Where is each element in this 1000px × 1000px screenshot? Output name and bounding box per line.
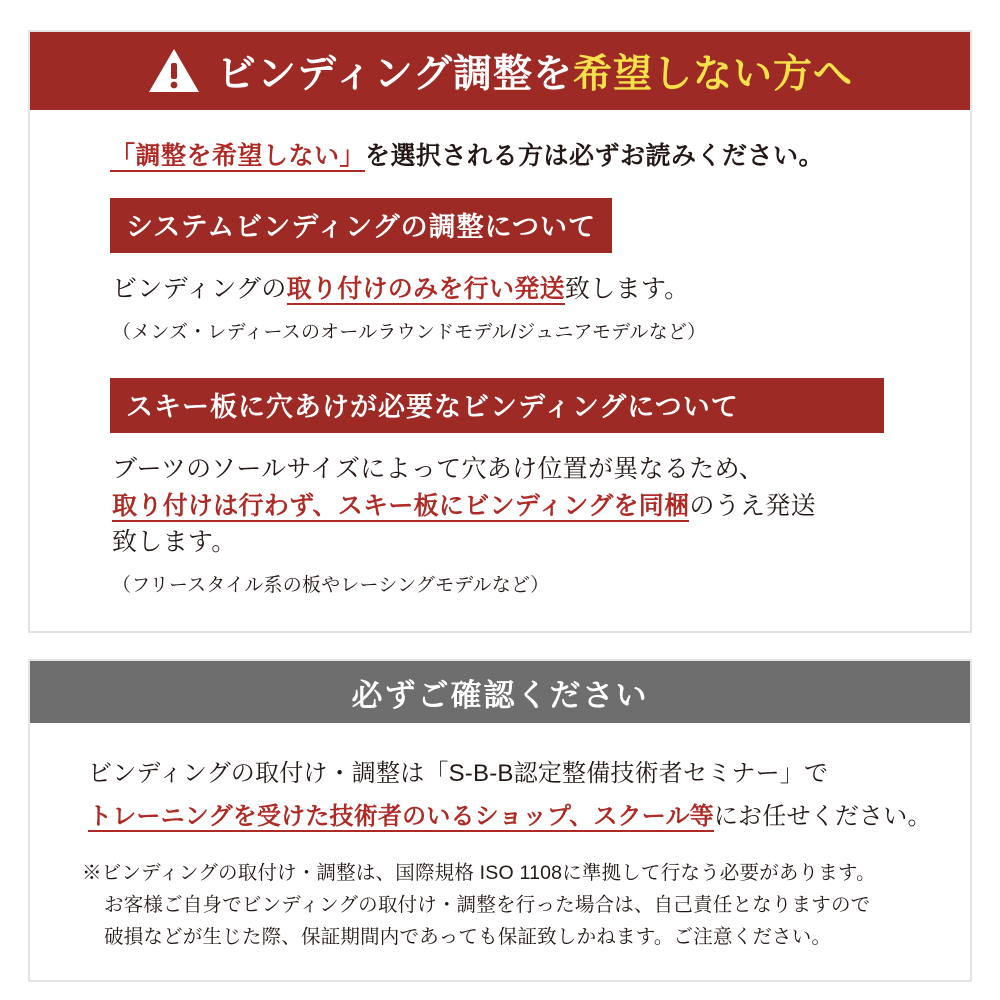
block2-note: （フリースタイル系の板やレーシングモデルなど）	[112, 575, 550, 596]
block1-body-emphasis: 取り付けのみを行い発送	[286, 275, 565, 303]
section1-lead-rest: を選択される方は必ずお読みください。	[365, 142, 825, 170]
block2-body-line1: ブーツのソールサイズによって穴あけ位置が異なるため、	[112, 455, 765, 484]
section2-header-title: 必ずご確認ください	[351, 677, 649, 713]
binding-no-adjust-card	[28, 30, 972, 633]
section2-line2	[88, 796, 936, 831]
block2-title: スキー板に穴あけが必要なビンディングについて	[110, 378, 884, 433]
section2-note-3: 破損などが生じた際、保証期間内であっても保証致しかねます。ご注意ください。	[104, 926, 832, 949]
block2-body-line3: 致します。	[112, 527, 237, 556]
block-spacer	[60, 344, 940, 378]
block2-body-line2-post: のうえ発送	[689, 491, 816, 520]
block2-body	[112, 451, 940, 560]
section1-lead-emphasis: 「調整を希望しない」	[110, 142, 366, 170]
block1-title: システムビンディングの調整について	[110, 198, 612, 253]
block1-note: （メンズ・レディースのオールラウンドモデル/ジュニアモデルなど）	[112, 322, 707, 344]
section2-notes	[82, 857, 936, 954]
section1-body	[30, 110, 970, 631]
section1-lead	[110, 136, 940, 172]
confirmation-card	[28, 659, 972, 982]
section2-note-1: ※ビンディングの取付け・調整は、国際規格 ISO 1108に準拠して行なう必要があります。	[82, 862, 876, 884]
section1-header-title-highlight: 希望しない方へ	[573, 53, 854, 96]
section2-body	[30, 723, 970, 980]
section2-note-2: お客様ご自身でビンディングの取付け・調整を行った場合は、自己責任となりますので	[104, 894, 871, 917]
section2-header	[30, 661, 970, 723]
block1-body-pre: ビンディングの	[112, 275, 287, 303]
block1-body-post: 致します。	[564, 275, 690, 303]
section2-line2-post: にお任せください。	[713, 803, 932, 830]
section1-header	[30, 32, 970, 110]
section2-line1: ビンディングの取付け・調整は「S-B-B認定整備技術者セミナー」で	[88, 760, 829, 787]
warning-triangle-icon	[147, 47, 201, 95]
block2-body-emphasis: 取り付けは行わず、スキー板にビンディングを同梱	[112, 491, 690, 520]
section1-header-title-plain: ビンディング調整を	[216, 53, 574, 96]
block1-body	[112, 271, 940, 307]
section2-line2-emphasis: トレーニングを受けた技術者のいるショップ、スクール等	[88, 803, 714, 830]
section1-header-title	[217, 43, 853, 99]
